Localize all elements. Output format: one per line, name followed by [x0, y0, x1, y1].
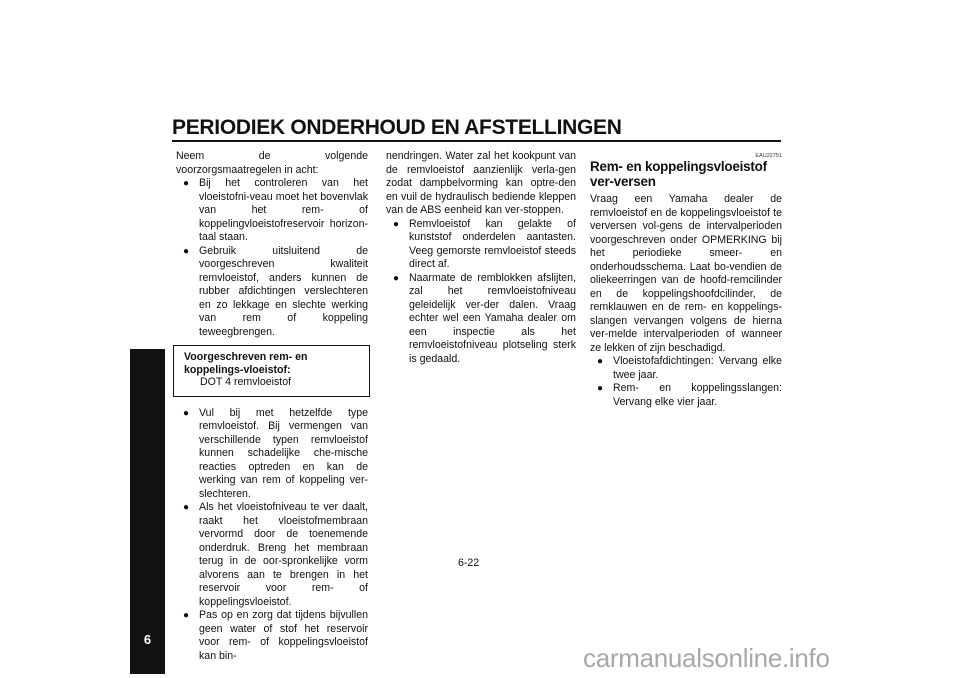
bullet-icon: ● — [393, 272, 400, 284]
column-3 — [590, 150, 782, 409]
chapter-tab — [130, 349, 165, 674]
list-item-text: Remvloeistof kan gelakte of kunststof onderdelen aantasten. Veeg gemorste remvloeistof steeds direct af. — [409, 217, 576, 270]
continuation-text: nendringen. Water zal het kookpunt van de remvloeistof aanzienlijk verla-gen zodat dampbelvorming kan optre-den en vuil de hydraulisch bediende kleppen van de ABS eenheid kan ver-stoppen. — [386, 150, 576, 216]
intro-text: Neem de volgende voorzorgsmaatregelen in acht: — [176, 150, 368, 176]
list-item-text: Bij het controleren van het vloeistofni-veau moet het bovenvlak van het rem- of koppelingvloeistofreservoir horizon-taal staan. — [199, 177, 368, 243]
list-item — [176, 407, 368, 502]
title-rule — [172, 140, 781, 142]
list-item-text: Gebruik uitsluitend de voorgeschreven kwaliteit remvloeistof, anders kunnen de rubber afdichtingen verslechteren en zo lekkage en slechte werking van rem of koppeling teweegbrengen. — [199, 244, 368, 338]
section-heading: Rem- en koppelingsvloeistof ver-versen — [590, 159, 767, 189]
list-item — [386, 272, 576, 367]
bullet-icon: ● — [183, 178, 190, 189]
spec-box — [173, 345, 370, 397]
section-body: Vraag een Yamaha dealer de remvloeistof en de koppelingsvloeistof te verversen vol-gens de intervalperioden voorgeschreven onder OPMERKING bij het periodieke smeer- en onderhoudsschema. Laat bo-vendien de oliekeerringen van de hoofd-remcilinder en de koppelingshoofdcilinder, de remklauwen en de rem- en koppelings-slangen vervangen volgens de hierna ver-melde intervalperioden of wanneer ze lekken of zijn beschadigd. — [590, 193, 782, 354]
bullet-icon: ● — [183, 407, 190, 419]
list-item — [176, 501, 368, 609]
chapter-number: 6 — [143, 632, 152, 647]
list-item — [176, 245, 368, 340]
page-title: PERIODIEK ONDERHOUD EN AFSTELLINGEN — [172, 116, 622, 139]
spec-box-title: Voorgeschreven rem- en koppelings-vloeistof: — [184, 351, 308, 376]
list-item — [386, 218, 576, 272]
list-item — [176, 609, 368, 663]
section-code: EAU22751 — [755, 153, 782, 159]
list-item-text: Pas op en zorg dat tijdens bijvullen geen water of stof het reservoir voor rem- of koppelingsvloeistof kan bin- — [199, 609, 368, 662]
bullet-icon: ● — [393, 218, 400, 230]
list-item — [176, 177, 368, 245]
column-2 — [386, 150, 576, 366]
page-number: 6-22 — [458, 557, 480, 569]
bullet-icon: ● — [597, 383, 604, 394]
bullet-icon: ● — [183, 610, 190, 621]
list-item-text: Vloeistofafdichtingen: Vervang elke twee jaar. — [613, 355, 782, 381]
spec-box-value: DOT 4 remvloeistof — [200, 376, 292, 388]
list-item — [590, 355, 782, 382]
list-item-text: Als het vloeistofniveau te ver daalt, raakt het vloeistofmembraan vervormd door de toenemende onderdruk. Breng het membraan terug in de oor-spronkelijke vorm alvorens aan te brengen in het reservoir voor rem- of koppelingsvloeistof. — [199, 501, 368, 608]
list-item — [590, 382, 782, 409]
list-item-text: Rem- en koppelingsslangen: Vervang elke vier jaar. — [613, 382, 782, 408]
bullet-icon: ● — [597, 356, 604, 367]
bullet-icon: ● — [183, 502, 190, 513]
list-item-text: Vul bij met hetzelfde type remvloeistof. Bij vermengen van verschillende typen remvloeistof kunnen schadelijke che-mische reacties optreden en kan de werking van rem of koppeling ver-slechteren. — [199, 406, 368, 500]
bullet-icon: ● — [183, 245, 190, 257]
column-1 — [176, 150, 368, 663]
watermark[interactable]: carmanualsonline.info — [583, 643, 830, 673]
list-item-text: Naarmate de remblokken afslijten, zal het remvloeistofniveau geleidelijk ver-der dalen. Vraag echter wel een Yamaha dealer om een inspectie als het remvloeistofniveau plotseling sterk is gedaald. — [409, 271, 576, 365]
